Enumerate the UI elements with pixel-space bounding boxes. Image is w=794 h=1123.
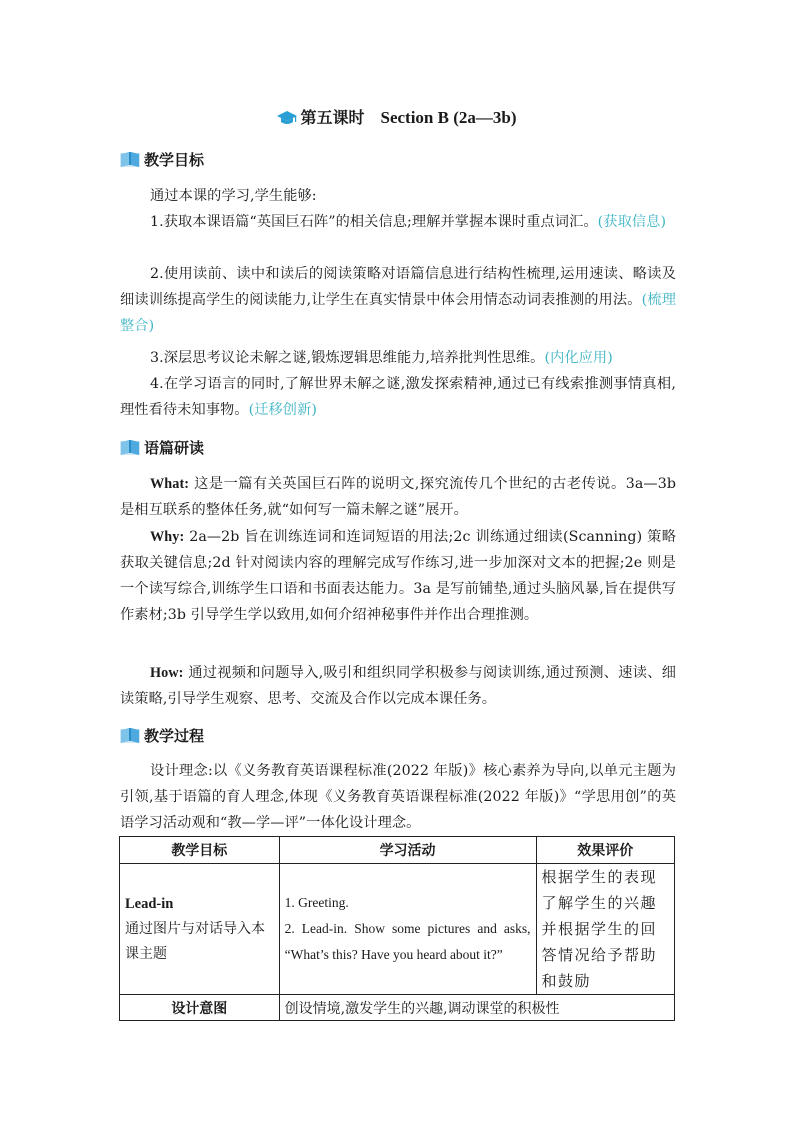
book-icon bbox=[119, 438, 141, 456]
table-header: 教学目标 bbox=[120, 837, 280, 864]
table-row bbox=[120, 864, 675, 995]
objective-item: 3.深层思考议论未解之谜,锻炼逻辑思维能力,培养批判性思维。(内化应用) bbox=[150, 350, 613, 366]
design-intent-label: 设计意图 bbox=[120, 995, 280, 1021]
objective-item: 1.获取本课语篇“英国巨石阵”的相关信息;理解并掌握本课时重点词汇。(获取信息) bbox=[150, 214, 667, 230]
table-row bbox=[120, 995, 675, 1021]
design-intent-text: 创设情境,激发学生的兴趣,调动课堂的积极性 bbox=[279, 995, 674, 1021]
section-title: 教学过程 bbox=[144, 726, 205, 745]
objectives-intro: 通过本课的学习,学生能够: bbox=[150, 188, 317, 204]
objective-tag: (获取信息) bbox=[597, 214, 667, 230]
objective-tag: (迁移创新) bbox=[248, 402, 318, 418]
goal-title: Lead-in bbox=[125, 895, 174, 912]
design-philosophy: 设计理念:以《义务教育英语课程标准(2022 年版)》核心素养为导向,以单元主题为引领,基于语篇的育人理念,体现《义务教育英语课程标准(2022 年版)》“学思用创”的英语学习活动观和“教—学—评”一体化设计理念。 bbox=[120, 763, 676, 831]
section-heading-process bbox=[119, 724, 204, 746]
table-header-row bbox=[120, 837, 675, 864]
section-heading-analysis bbox=[119, 436, 204, 458]
section-title: 教学目标 bbox=[144, 150, 205, 169]
activity-cell bbox=[279, 864, 536, 995]
evaluation-cell: 根据学生的表现了解学生的兴趣并根据学生的回答情况给予帮助和鼓励 bbox=[536, 864, 675, 995]
objective-item: 4.在学习语言的同时,了解世界未解之谜,激发探索精神,通过已有线索推测事情真相,理性看待未知事物。(迁移创新) bbox=[120, 376, 676, 418]
goal-cell bbox=[120, 864, 280, 995]
section-heading-objectives bbox=[119, 148, 204, 170]
book-icon bbox=[119, 726, 141, 744]
title-en: Section B (2a—3b) bbox=[380, 108, 517, 127]
goal-text: 通过图片与对话导入本课主题 bbox=[125, 920, 265, 962]
lesson-table bbox=[119, 836, 675, 1021]
analysis-what: What: 这是一篇有关英国巨石阵的说明文,探究流传几个世纪的古老传说。3a—3b 是相互联系的整体任务,就“如何写一篇未解之谜”展开。 bbox=[120, 476, 676, 518]
title-cn: 第五课时 bbox=[300, 108, 365, 127]
analysis-why: Why: 2a—2b 旨在训练连词和连词短语的用法;2c 训练通过细读(Scanning) 策略获取关键信息;2d 针对阅读内容的理解完成写作练习,进一步加深对文本的把握;2e 则是一个读写综合,训练学生口语和书面表达能力。3a 是写前铺垫,通过头脑风暴,旨在提供写作素材;3b 引导学生学以致用,如何介绍神秘事件并作出合理推测。 bbox=[120, 529, 676, 623]
analysis-how: How: 通过视频和问题导入,吸引和组织同学积极参与阅读训练,通过预测、速读、细读策略,引导学生观察、思考、交流及合作以完成本课任务。 bbox=[120, 665, 676, 707]
table-header: 学习活动 bbox=[279, 837, 536, 864]
page-title bbox=[0, 106, 794, 130]
book-icon bbox=[119, 150, 141, 168]
objective-tag: (内化应用) bbox=[544, 350, 613, 366]
activity-item: 2. Lead-in. Show some pictures and asks, “What’s this? Have you heard about it?” bbox=[284, 921, 531, 962]
objective-tag: (梳理整合) bbox=[120, 292, 676, 334]
objective-item: 2.使用读前、读中和读后的阅读策略对语篇信息进行结构性梳理,运用速读、略读及细读训练提高学生的阅读能力,让学生在真实情景中体会用情态动词表推测的用法。(梳理整合) bbox=[120, 266, 676, 334]
activity-item: 1. Greeting. bbox=[284, 895, 349, 910]
table-header: 效果评价 bbox=[536, 837, 675, 864]
section-title: 语篇研读 bbox=[144, 438, 205, 457]
graduation-cap-icon bbox=[277, 110, 297, 126]
